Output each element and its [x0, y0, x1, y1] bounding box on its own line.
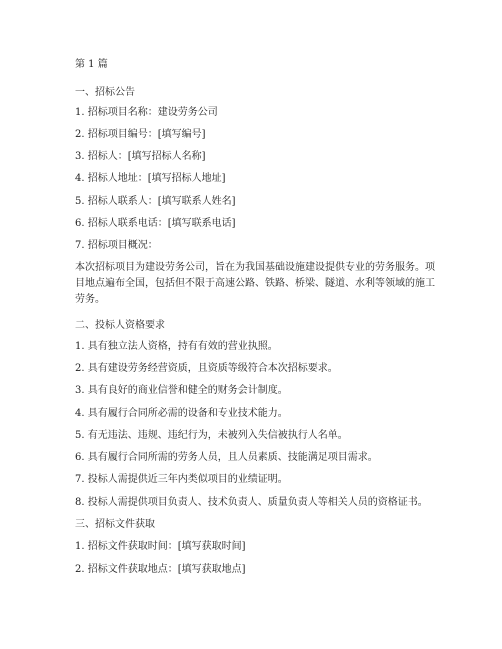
- list-item: 4. 具有履行合同所必需的设备和专业技术能力。: [75, 408, 288, 419]
- list-item: 4. 招标人地址：[填写招标人地址]: [75, 173, 226, 184]
- paragraph-line: 本次招标项目为建设劳务公司，旨在为我国基础设施建设提供专业的劳务服务。项: [75, 262, 435, 273]
- paragraph-line: 劳务。: [75, 294, 105, 305]
- section-heading-tender-documents: 三、招标文件获取: [75, 519, 155, 530]
- list-item: 5. 有无违法、违规、违纪行为，未被列入失信被执行人名单。: [75, 430, 348, 441]
- list-item: 3. 招标人：[填写招标人名称]: [75, 151, 206, 162]
- list-item: 8. 投标人需提供项目负责人、技术负责人、质量负责人等相关人员的资格证书。: [75, 497, 428, 508]
- list-item: 3. 具有良好的商业信誉和健全的财务会计制度。: [75, 385, 288, 396]
- list-item: 7. 招标项目概况：: [75, 240, 158, 251]
- project-overview-paragraph: [75, 260, 433, 308]
- list-item: 1. 招标项目名称：建设劳务公司: [75, 107, 218, 118]
- list-item: 1. 招标文件获取时间：[填写获取时间]: [75, 541, 246, 552]
- list-item: 5. 招标人联系人：[填写联系人姓名]: [75, 196, 236, 207]
- paragraph-line: 目地点遍布全国，包括但不限于高速公路、铁路、桥梁、隧道、水利等领域的施工: [75, 278, 435, 289]
- part-title: 第 1 篇: [75, 59, 108, 70]
- section-heading-qualification: 二、投标人资格要求: [75, 320, 165, 331]
- list-item: 1. 具有独立法人资格，持有有效的营业执照。: [75, 341, 278, 352]
- list-item: 6. 具有履行合同所需的劳务人员，且人员素质、技能满足项目需求。: [75, 452, 378, 463]
- list-item: 2. 招标项目编号：[填写编号]: [75, 129, 206, 140]
- list-item: 7. 投标人需提供近三年内类似项目的业绩证明。: [75, 474, 288, 485]
- section-heading-announcement: 一、招标公告: [75, 87, 135, 98]
- list-item: 2. 招标文件获取地点：[填写获取地点]: [75, 564, 246, 575]
- list-item: 2. 具有建设劳务经营资质，且资质等级符合本次招标要求。: [75, 363, 338, 374]
- list-item: 6. 招标人联系电话：[填写联系电话]: [75, 218, 236, 229]
